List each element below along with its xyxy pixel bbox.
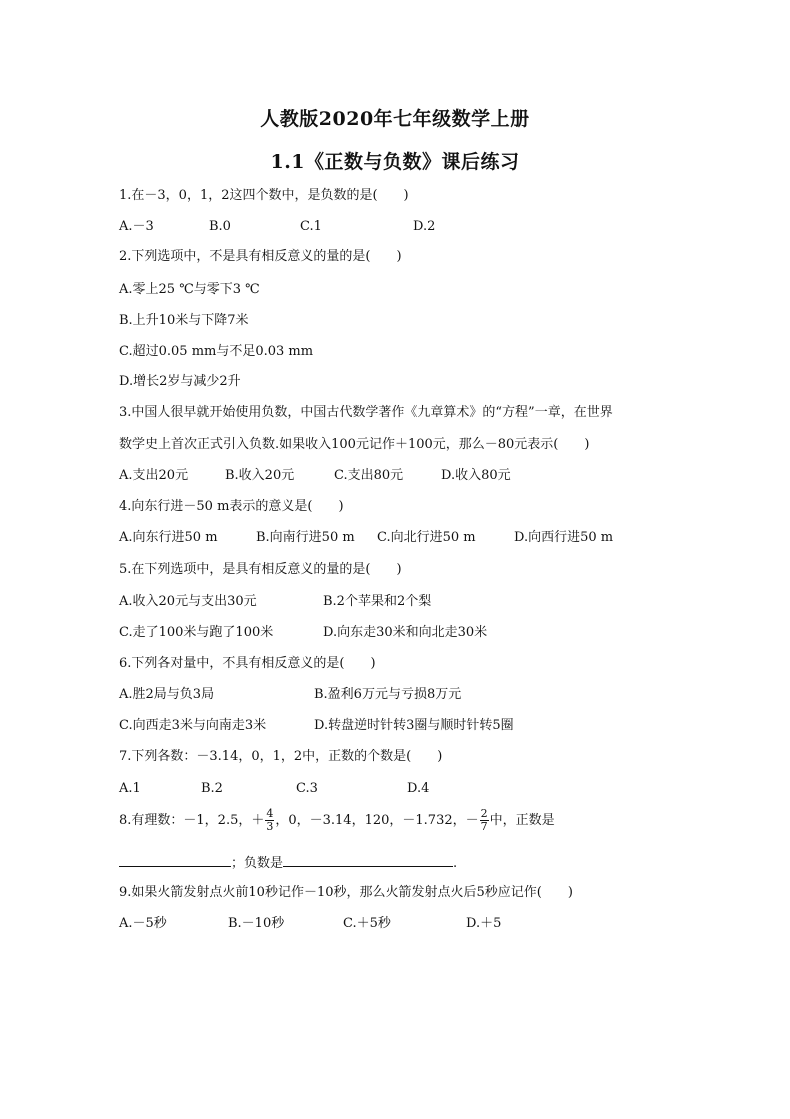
- question-9-stem: 9.如果火箭发射点火前10秒记作－10秒，那么火箭发射点火后5秒应记作( ): [119, 885, 573, 900]
- question-5-option-a: A.收入20元与支出30元: [119, 594, 257, 609]
- question-9-option-b: B.－10秒: [228, 916, 285, 931]
- question-5-stem: 5.在下列选项中，是具有相反意义的量的是( ): [119, 562, 402, 577]
- question-2-option-a: A.零上25 ℃与零下3 ℃: [119, 282, 260, 297]
- question-4-option-d: D.向西行进50 m: [514, 530, 614, 545]
- question-8-mid-text: ，0，－3.14，120，－1.732，－: [275, 813, 479, 828]
- question-9-option-a: A.－5秒: [119, 916, 167, 931]
- question-7-option-d: D.4: [407, 781, 430, 796]
- question-9-option-c: C.＋5秒: [343, 916, 391, 931]
- question-7-option-c: C.3: [296, 781, 318, 796]
- question-7-stem: 7.下列各数：－3.14，0，1，2中，正数的个数是( ): [119, 749, 443, 764]
- question-1-stem: 1.在－3，0，1，2这四个数中，是负数的是( ): [119, 188, 409, 203]
- worksheet-subtitle: 1.1《正数与负数》课后练习: [270, 151, 520, 173]
- question-2-option-c: C.超过0.05 mm与不足0.03 mm: [119, 344, 314, 359]
- fraction-denominator: 7: [480, 820, 488, 833]
- fraction-two-sevenths: [480, 808, 489, 833]
- question-5-option-c: C.走了100米与跑了100米: [119, 625, 274, 640]
- question-2-option-b: B.上升10米与下降7米: [119, 313, 249, 328]
- question-7-option-b: B.2: [201, 781, 223, 796]
- question-3-option-c: C.支出80元: [334, 468, 404, 483]
- question-8-lead-text: 8.有理数：－1，2.5，＋: [119, 813, 265, 828]
- fraction-numerator: 4: [266, 807, 274, 820]
- question-1-option-c: C.1: [300, 219, 322, 234]
- question-8-separator-text: ；负数是: [231, 856, 284, 871]
- question-2-stem: 2.下列选项中，不是具有相反意义的量的是( ): [119, 249, 402, 264]
- question-1-option-b: B.0: [209, 219, 231, 234]
- question-8-stem: [119, 808, 555, 834]
- question-4-stem: 4.向东行进－50 m表示的意义是( ): [119, 499, 344, 514]
- worksheet-title: 人教版2020年七年级数学上册: [260, 108, 530, 130]
- fraction-four-thirds: [265, 808, 274, 833]
- question-6-option-a: A.胜2局与负3局: [119, 687, 215, 702]
- question-8-tail-text: 中，正数是: [489, 813, 555, 828]
- question-8-end-text: .: [453, 856, 458, 871]
- question-4-option-b: B.向南行进50 m: [256, 530, 355, 545]
- question-1-option-a: A.－3: [119, 219, 154, 234]
- question-6-option-d: D.转盘逆时针转3圈与顺时针转5圈: [314, 718, 514, 733]
- fraction-numerator: 2: [480, 807, 488, 820]
- question-7-option-a: A.1: [119, 781, 141, 796]
- question-8-answer-line: [119, 852, 457, 873]
- question-6-stem: 6.下列各对量中，不具有相反意义的是( ): [119, 656, 376, 671]
- question-6-option-b: B.盈利6万元与亏损8万元: [314, 687, 462, 702]
- question-3-option-d: D.收入80元: [441, 468, 511, 483]
- question-3-option-b: B.收入20元: [225, 468, 295, 483]
- question-4-option-c: C.向北行进50 m: [377, 530, 476, 545]
- question-3-option-a: A.支出20元: [119, 468, 189, 483]
- question-5-option-b: B.2个苹果和2个梨: [323, 594, 432, 609]
- question-6-option-c: C.向西走3米与向南走3米: [119, 718, 267, 733]
- question-2-option-d: D.增长2岁与减少2升: [119, 374, 241, 389]
- question-3-stem-line-1: 3.中国人很早就开始使用负数，中国古代数学著作《九章算术》的“方程”一章，在世界: [119, 405, 613, 420]
- question-3-stem-line-2: 数学史上首次正式引入负数.如果收入100元记作＋100元，那么－80元表示( ): [119, 437, 590, 452]
- fraction-denominator: 3: [266, 820, 274, 833]
- positive-answer-blank[interactable]: [119, 852, 231, 867]
- question-5-option-d: D.向东走30米和向北走30米: [323, 625, 488, 640]
- question-9-option-d: D.＋5: [466, 916, 502, 931]
- question-1-option-d: D.2: [413, 219, 436, 234]
- negative-answer-blank[interactable]: [283, 852, 453, 867]
- question-4-option-a: A.向东行进50 m: [119, 530, 218, 545]
